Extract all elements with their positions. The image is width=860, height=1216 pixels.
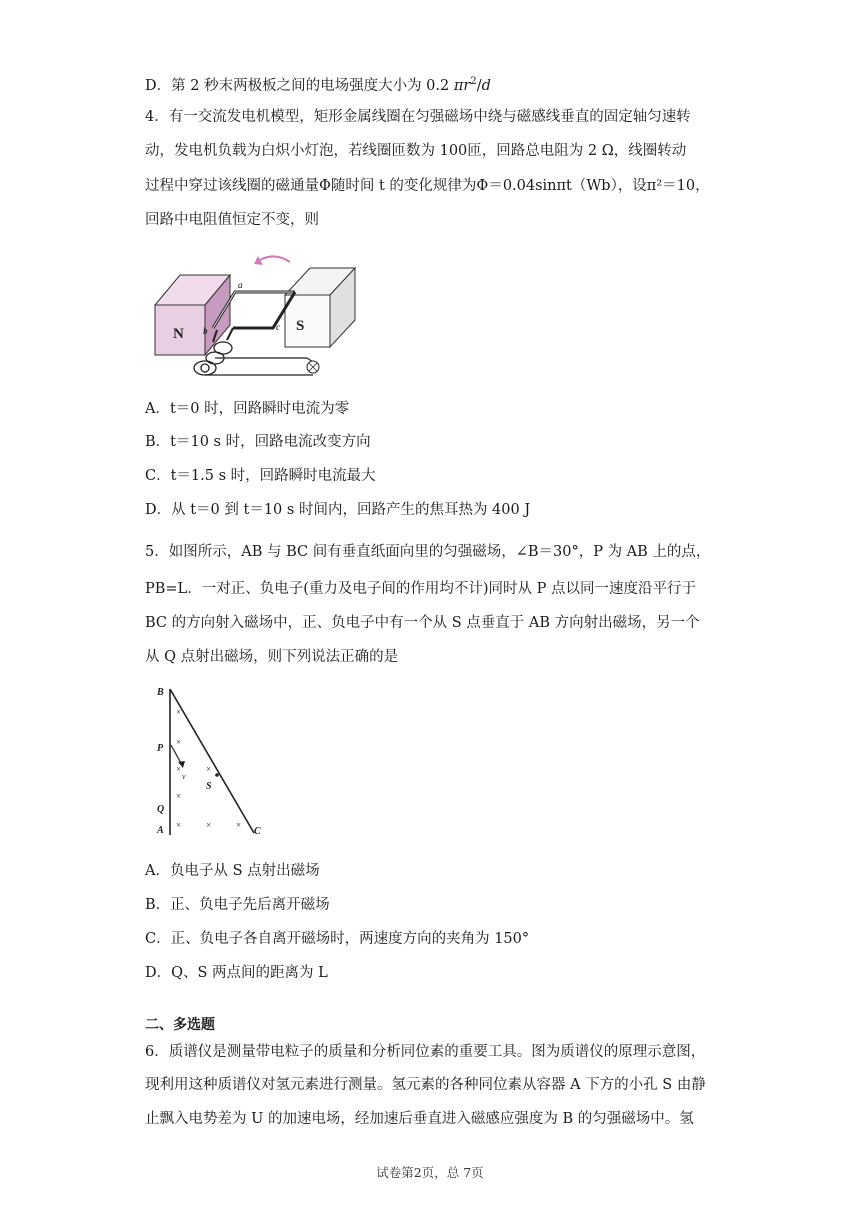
point-s xyxy=(215,773,219,777)
rotation-arrowhead xyxy=(254,256,263,265)
field-cross: × xyxy=(176,791,182,801)
circuit-wire xyxy=(205,358,313,375)
exponent: 2 xyxy=(470,76,477,87)
field-cross: × xyxy=(176,820,182,830)
field-cross: × xyxy=(176,737,182,747)
edge-bc xyxy=(170,689,254,833)
label-s: S xyxy=(206,781,212,792)
q4-option-b: B．t＝10 s 时，回路电流改变方向 xyxy=(145,434,371,450)
q4-option-d: D．从 t＝0 到 t＝10 s 时间内，回路产生的焦耳热为 400 J xyxy=(145,502,531,518)
d-symbol: d xyxy=(481,77,491,94)
section-heading: 二、多选题 xyxy=(145,1017,215,1033)
field-cross: × xyxy=(176,764,182,774)
coil-label-b: b xyxy=(203,326,208,336)
label-b: B xyxy=(157,687,164,698)
field-cross: × xyxy=(236,820,242,830)
label-v: v xyxy=(182,772,186,781)
pole-s-label: S xyxy=(296,318,305,334)
coil-label-a: a xyxy=(238,280,243,290)
field-cross: × xyxy=(176,707,182,717)
slash: / xyxy=(476,77,482,94)
pi-symbol: π xyxy=(453,77,464,94)
q5-option-d: D．Q、S 两点间的距离为 L xyxy=(145,965,328,981)
q6-line-2: 现利用这种质谱仪对氢元素进行测量。氢元素的各种同位素从容器 A 下方的小孔 S 由静 xyxy=(145,1077,706,1093)
generator-figure xyxy=(145,250,365,385)
page-footer: 试卷第2页，总 7页 xyxy=(376,1165,484,1180)
q5-line-4: 从 Q 点射出磁场，则下列说法正确的是 xyxy=(145,649,399,665)
q4-line-1: 4．有一交流发电机模型，矩形金属线圈在匀强磁场中绕与磁感线垂直的固定轴匀速转 xyxy=(145,109,691,125)
label-a: A xyxy=(157,825,164,836)
coil-label-c: c xyxy=(276,322,280,332)
pole-n-label: N xyxy=(173,326,184,342)
magnetic-field-figure xyxy=(150,683,275,843)
field-cross: × xyxy=(206,764,212,774)
q5-option-b: B．正、负电子先后离开磁场 xyxy=(145,897,330,913)
q5-line-2: PB=L．一对正、负电子(重力及电子间的作用均不计)同时从 P 点以同一速度沿平行于 xyxy=(145,581,696,597)
label-p: P xyxy=(157,743,164,754)
q6-line-3: 止飘入电势差为 U 的加速电场，经加速后垂直进入磁感应强度为 B 的匀强磁场中。氢 xyxy=(145,1111,694,1127)
q4-option-a: A．t＝0 时，回路瞬时电流为零 xyxy=(145,401,350,417)
q5-line-1: 5．如图所示，AB 与 BC 间有垂直纸面向里的匀强磁场，∠B＝30°，P 为 AB 上的点， xyxy=(145,544,711,560)
q4-line-3: 过程中穿过该线圈的磁通量Φ随时间 t 的变化规律为Φ＝0.04sinπt（Wb），设π²＝10， xyxy=(145,178,710,194)
q5-option-c: C．正、负电子各自离开磁场时，两速度方向的夹角为 150° xyxy=(145,931,530,947)
r-symbol: r xyxy=(463,77,471,94)
q3-option-d-text: D．第 2 秒末两极板之间的电场强度大小为 0.2 xyxy=(145,77,454,94)
q4-option-c: C．t＝1.5 s 时，回路瞬时电流最大 xyxy=(145,468,376,484)
q4-line-2: 动，发电机负载为白炽小灯泡，若线圈匝数为 100匝，回路总电阻为 2 Ω，线圈转动 xyxy=(145,143,687,159)
field-cross: × xyxy=(206,820,212,830)
light-bulb-icon xyxy=(307,361,319,373)
label-q: Q xyxy=(157,804,165,815)
label-c: C xyxy=(254,826,261,837)
rotation-arrow xyxy=(260,256,290,262)
q3-option-d xyxy=(145,72,491,96)
q5-line-3: BC 的方向射入磁场中，正、负电子中有一个从 S 点垂直于 AB 方向射出磁场，另一个 xyxy=(145,615,700,631)
q4-line-4: 回路中电阻值恒定不变，则 xyxy=(145,212,319,228)
q5-option-a: A．负电子从 S 点射出磁场 xyxy=(145,863,320,879)
q6-line-1: 6．质谱仪是测量带电粒子的质量和分析同位素的重要工具。图为质谱仪的原理示意图， xyxy=(145,1044,706,1060)
magnet-s xyxy=(285,268,355,347)
